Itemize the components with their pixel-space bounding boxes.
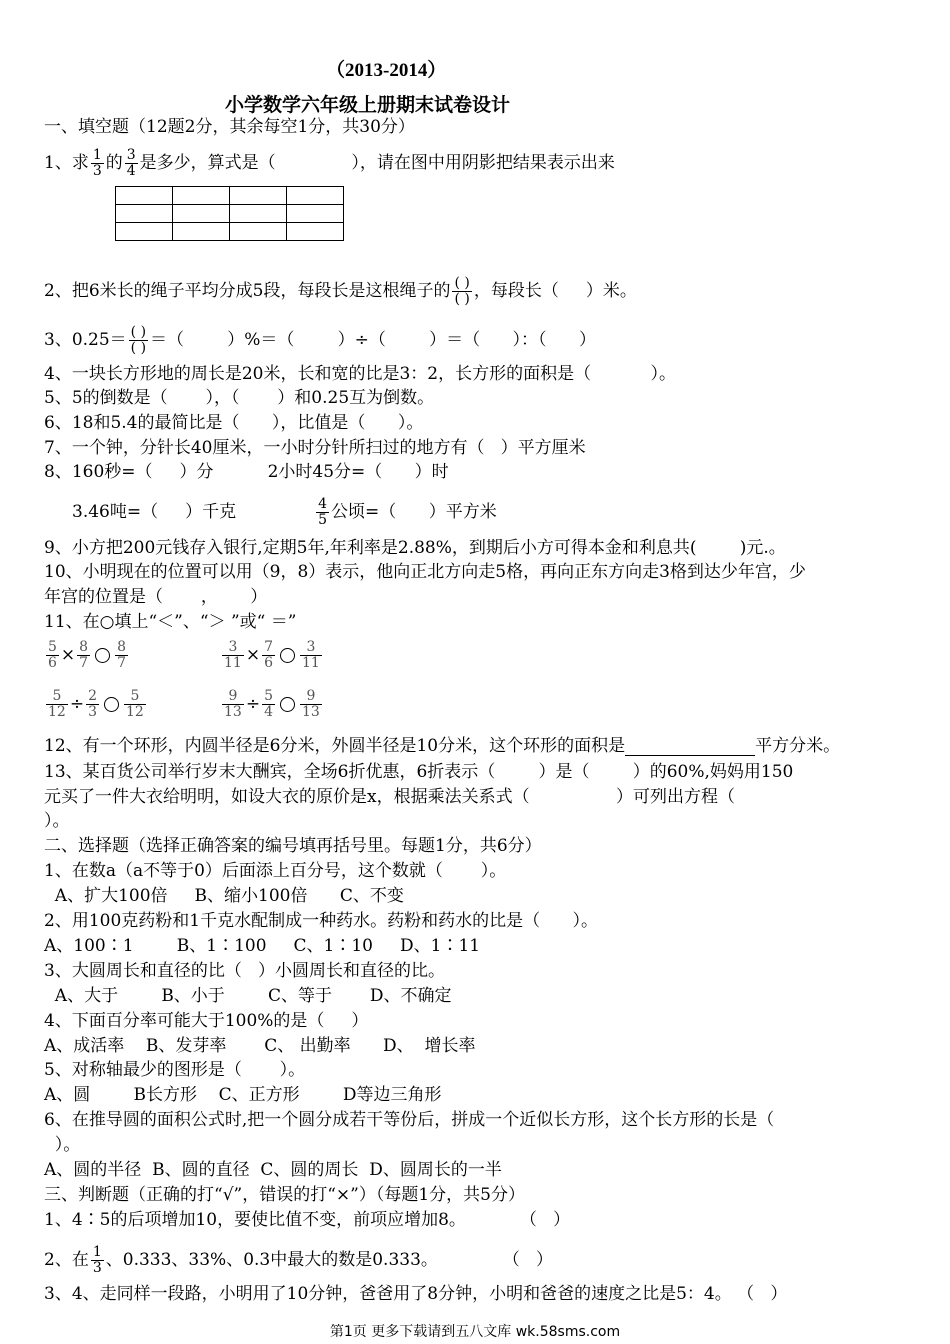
question-3	[44, 325, 596, 356]
question-8-part-b	[72, 497, 497, 528]
question-10-line2: 年宫的位置是（ ， ）	[44, 587, 268, 607]
denominator: 4	[264, 704, 273, 720]
fraction-3-4	[125, 148, 138, 179]
question-4: 4、一块长方形地的周长是20米，长和宽的比是3：2，长方形的面积是（ ）。	[44, 364, 677, 384]
numerator: 5	[124, 689, 146, 705]
fraction-4-5	[316, 497, 329, 528]
grid-cell[interactable]	[173, 205, 230, 223]
grid-cell[interactable]	[173, 187, 230, 205]
times-sign: ×	[60, 645, 76, 665]
page-title: 小学数学六年级上册期末试卷设计	[225, 95, 511, 116]
denominator: 4	[126, 163, 136, 179]
numerator: 3	[300, 640, 322, 656]
denominator: 3	[92, 163, 102, 179]
q2-text-b: ，每段长（ ）米。	[473, 281, 637, 301]
q2-text-a: 2、把6米长的绳子平均分成5段，每段长是这根绳子的	[44, 281, 451, 301]
judge-1: 1、4∶5的后项增加10，要使比值不变，前项应增加8。 （ ）	[44, 1210, 571, 1230]
numerator: 9	[300, 689, 322, 705]
question-13-line2: 元买了一件大衣给明明，如设大衣的原价是x，根据乘法关系式（ ）可列出方程（	[44, 787, 736, 807]
choice-2: 2、用100克药粉和1千克水配制成一种药水。药粉和药水的比是（ ）。	[44, 911, 599, 931]
denominator: 13	[302, 704, 320, 720]
fraction-9-13	[300, 689, 322, 720]
fraction-2-3	[86, 689, 99, 720]
numerator: 1	[92, 1244, 102, 1260]
denominator: 5	[318, 512, 328, 528]
numerator: 5	[46, 689, 68, 705]
question-2	[44, 276, 637, 307]
numerator-blank[interactable]: ( )	[454, 275, 470, 291]
denominator: 6	[264, 655, 273, 671]
numerator: 1	[92, 147, 102, 163]
section-fill-blank: 一、填空题（12题2分，其余每空1分，共30分）	[44, 117, 415, 137]
q1-text-a: 1、求	[44, 153, 89, 173]
choice-6-line2: ）。	[44, 1135, 81, 1155]
fraction-7-6	[262, 640, 275, 671]
fraction-5-4	[262, 689, 275, 720]
question-10-line1: 10、小明现在的位置可以用（9，8）表示，他向正北方向走5格，再向正东方向走3格到达少年宫，少	[44, 562, 806, 582]
compare-row-d	[220, 689, 324, 720]
denominator: 3	[88, 704, 97, 720]
choice-3: 3、大圆周长和直径的比（ ）小圆周长和直径的比。	[44, 961, 446, 981]
compare-row-a	[44, 640, 130, 671]
compare-circle[interactable]	[104, 697, 119, 712]
choice-6-options: A、圆的半径 B、圆的直径 C、圆的周长 D、圆周长的一半	[44, 1160, 502, 1180]
fraction-1-3	[91, 148, 104, 179]
numerator: 7	[264, 639, 273, 655]
judge-2	[44, 1245, 553, 1276]
fraction-5-12	[46, 689, 68, 720]
grid-cell[interactable]	[116, 187, 173, 205]
numerator: 8	[117, 639, 127, 655]
numerator: 9	[222, 689, 244, 705]
fraction-8-7	[77, 640, 90, 671]
q12-text-a: 12、有一个环形，内圆半径是6分米，外圆半径是10分米，这个环形的面积是	[44, 736, 626, 756]
question-11: 11、在○填上“＜”、“＞ ”或“ ＝”	[44, 612, 297, 632]
section-choice: 二、选择题（选择正确答案的编号填再括号里。每题1分，共6分）	[44, 836, 542, 856]
choice-5-options: A、圆 B长方形 C、正方形 D等边三角形	[44, 1085, 442, 1105]
q3-text-a: 3、0.25＝	[44, 330, 127, 350]
question-12	[44, 736, 840, 756]
denominator: 7	[117, 655, 127, 671]
q1-text-b: 的	[105, 153, 123, 173]
denominator: 11	[224, 655, 242, 671]
question-13-line1: 13、某百货公司举行岁末大酬宾，全场6折优惠，6折表示（ ）是（ ）的60%,妈妈用150	[44, 762, 794, 782]
compare-row-b	[220, 640, 324, 671]
compare-circle[interactable]	[280, 697, 295, 712]
j2-text-a: 2、在	[44, 1250, 89, 1270]
compare-circle[interactable]	[95, 648, 110, 663]
choice-6-line1: 6、在推导圆的面积公式时,把一个圆分成若干等份后，拼成一个近似长方形，这个长方形的长是（	[44, 1110, 775, 1130]
question-8: 8、160秒=（ ）分 2小时45分=（ ）时	[44, 462, 449, 482]
question-9: 9、小方把200元钱存入银行,定期5年,年利率是2.88%，到期后小方可得本金和利息共( )元.。	[44, 538, 786, 558]
q8-tons: 3.46吨=（ ）千克	[72, 502, 237, 522]
grid-cell[interactable]	[230, 223, 287, 241]
section-judge: 三、判断题（正确的打“√”，错误的打“×”）（每题1分，共5分）	[44, 1185, 525, 1205]
grid-cell[interactable]	[287, 223, 344, 241]
fraction-1-3	[91, 1245, 104, 1276]
numerator: 2	[88, 688, 97, 704]
compare-circle[interactable]	[280, 648, 295, 663]
title-year: （2013-2014）	[326, 60, 447, 81]
compare-row-c	[44, 689, 148, 720]
denominator: 3	[92, 1260, 102, 1276]
denominator: 13	[224, 704, 242, 720]
denominator-blank[interactable]: ( )	[454, 291, 470, 307]
fraction-blank[interactable]	[452, 276, 471, 307]
q8-hectare: 公顷=（ ）平方米	[331, 502, 497, 522]
denominator: 7	[79, 655, 89, 671]
grid-cell[interactable]	[287, 205, 344, 223]
grid-cell[interactable]	[116, 205, 173, 223]
numerator: 8	[79, 639, 89, 655]
divide-sign: ÷	[69, 694, 85, 714]
fraction-5-6	[46, 640, 59, 671]
denominator: 12	[126, 704, 144, 720]
question-5: 5、5的倒数是（ ），（ ）和0.25互为倒数。	[44, 388, 435, 408]
question-7: 7、一个钟，分针长40厘米，一小时分针所扫过的地方有（ ）平方厘米	[44, 438, 586, 458]
numerator: 4	[318, 496, 328, 512]
question-6: 6、18和5.4的最简比是（ ），比值是（ ）。	[44, 413, 424, 433]
denominator: 6	[48, 655, 57, 671]
grid-cell[interactable]	[230, 187, 287, 205]
choice-5: 5、对称轴最少的图形是（ ）。	[44, 1060, 306, 1080]
grid-cell[interactable]	[173, 223, 230, 241]
fraction-blank[interactable]	[129, 325, 148, 356]
q3-text-b: ＝（ ）%＝（ ）÷（ ）＝（ ）：（ ）	[150, 330, 596, 350]
shading-grid[interactable]	[115, 186, 344, 241]
times-sign: ×	[245, 645, 261, 665]
choice-2-options: A、100∶1 B、1∶100 C、1∶10 D、1∶11	[44, 936, 481, 956]
choice-4-options: A、成活率 B、发芽率 C、 出勤率 D、 增长率	[44, 1036, 476, 1056]
fraction-8-7	[115, 640, 128, 671]
j2-text-b: 、0.333、33%、0.3中最大的数是0.333。 （ ）	[105, 1250, 553, 1270]
question-13-line3: ）。	[44, 811, 70, 831]
denominator: 12	[48, 704, 66, 720]
divide-sign: ÷	[245, 694, 261, 714]
question-1	[44, 148, 615, 179]
q12-text-b: 平方分米。	[755, 736, 841, 756]
grid-cell[interactable]	[230, 205, 287, 223]
denominator: 11	[302, 655, 320, 671]
fraction-9-13	[222, 689, 244, 720]
choice-1-options: A、扩大100倍 B、缩小100倍 C、不变	[44, 886, 404, 906]
choice-4: 4、下面百分率可能大于100%的是（ ）	[44, 1011, 369, 1031]
grid-cell[interactable]	[287, 187, 344, 205]
page-footer: 第1页 更多下载请到五八文库 wk.58sms.com	[329, 1324, 621, 1340]
answer-blank[interactable]	[625, 739, 755, 756]
denominator-blank[interactable]: ( )	[130, 340, 147, 356]
numerator: 3	[126, 147, 136, 163]
fraction-3-11	[222, 640, 244, 671]
fraction-5-12	[124, 689, 146, 720]
judge-3: 3、4、走同样一段路，小明用了10分钟，爸爸用了8分钟，小明和爸爸的速度之比是5：4。 （ ）	[44, 1284, 788, 1304]
choice-3-options: A、大于 B、小于 C、等于 D、不确定	[44, 986, 452, 1006]
fraction-3-11	[300, 640, 322, 671]
numerator-blank[interactable]: ( )	[130, 324, 147, 340]
numerator: 5	[264, 688, 273, 704]
q1-text-c: 是多少，算式是（ ），请在图中用阴影把结果表示出来	[139, 153, 615, 173]
choice-1: 1、在数a（a不等于0）后面添上百分号，这个数就（ ）。	[44, 861, 507, 881]
numerator: 3	[222, 640, 244, 656]
grid-cell[interactable]	[116, 223, 173, 241]
numerator: 5	[48, 639, 57, 655]
